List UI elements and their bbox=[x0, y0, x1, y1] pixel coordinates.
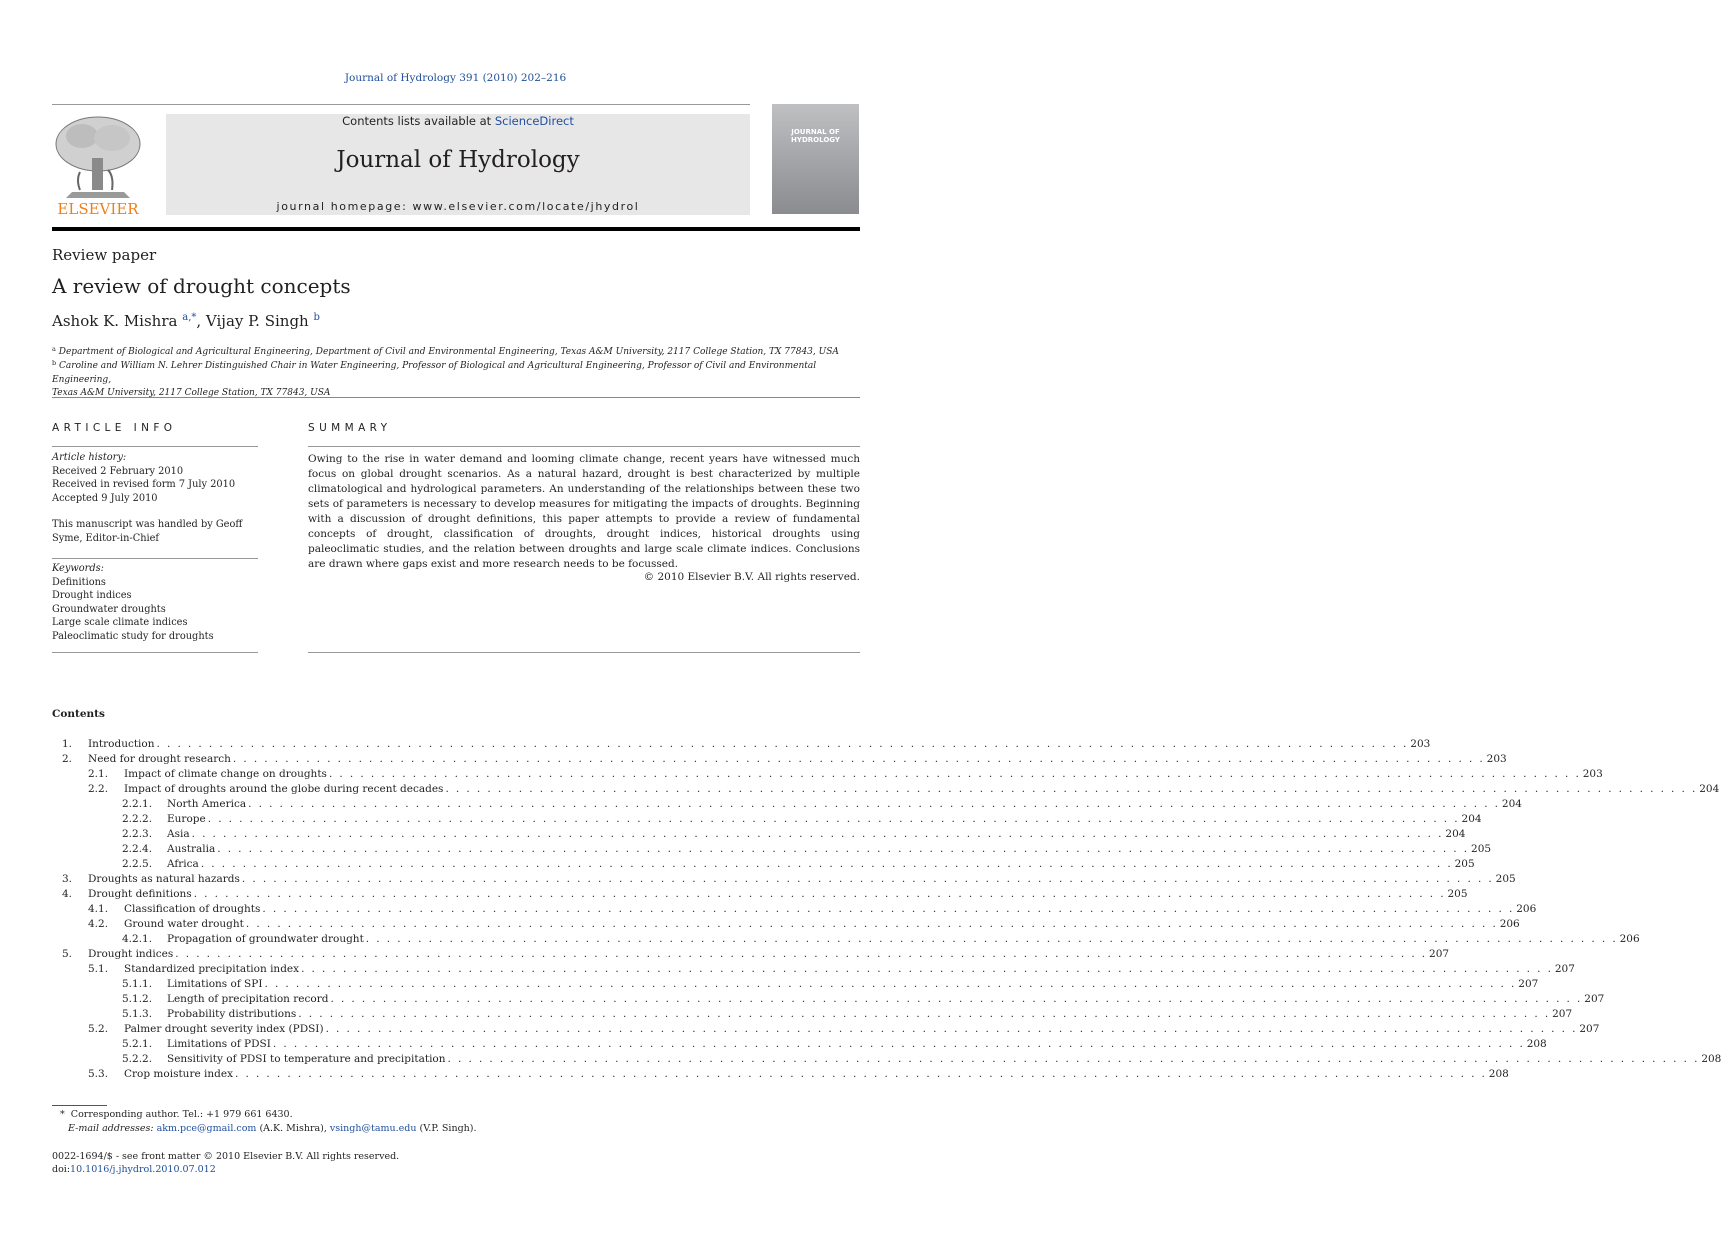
toc-entry[interactable] bbox=[62, 872, 1516, 887]
keyword: Large scale climate indices bbox=[52, 617, 188, 628]
toc-leader: . . . . . . . . . . . . . . . . . . . . . . . . . . . . . . . . . . . . . . . . . . . . . . . . . . . . . . . . . . . . . . . . . . . . . . . . . . . . . . . . . . . . . . . . . . . . . . . . . . . . . . . . . . . . . . . . . . . . . . . . bbox=[207, 813, 1460, 825]
toc-title: Classification of droughts bbox=[124, 903, 261, 915]
toc-entry[interactable] bbox=[62, 752, 1507, 767]
toc-entry[interactable] bbox=[122, 857, 1475, 872]
toc-entry[interactable] bbox=[122, 932, 1640, 947]
toc-title: Palmer drought severity index (PDSI) bbox=[124, 1023, 324, 1035]
toc-title: Length of precipitation record bbox=[167, 993, 329, 1005]
toc-leader: . . . . . . . . . . . . . . . . . . . . . . . . . . . . . . . . . . . . . . . . . . . . . . . . . . . . . . . . . . . . . . . . . . . . . . . . . . . . . . . . . . . . . . . . . . . . . . . . . . . . . . . . . . . . . . . . . . . . . . . . bbox=[365, 933, 1618, 945]
toc-leader: . . . . . . . . . . . . . . . . . . . . . . . . . . . . . . . . . . . . . . . . . . . . . . . . . . . . . . . . . . . . . . . . . . . . . . . . . . . . . . . . . . . . . . . . . . . . . . . . . . . . . . . . . . . . . . . . . . . . . . . . bbox=[248, 798, 1500, 810]
editor-note-line: Syme, Editor-in-Chief bbox=[52, 532, 160, 544]
doi-line bbox=[52, 1163, 216, 1177]
affiliation-label: a bbox=[52, 345, 56, 353]
toc-number: 5.2.1. bbox=[122, 1038, 153, 1050]
journal-name: Journal of Hydrology bbox=[336, 147, 580, 173]
toc-leader: . . . . . . . . . . . . . . . . . . . . . . . . . . . . . . . . . . . . . . . . . . . . . . . . . . . . . . . . . . . . . . . . . . . . . . . . . . . . . . . . . . . . . . . . . . . . . . . . . . . . . . . . . . . . . . . . . . . . . . . . bbox=[447, 1053, 1700, 1065]
toc-leader: . . . . . . . . . . . . . . . . . . . . . . . . . . . . . . . . . . . . . . . . . . . . . . . . . . . . . . . . . . . . . . . . . . . . . . . . . . . . . . . . . . . . . . . . . . . . . . . . . . . . . . . . . . . . . . . . . . . . . . . . bbox=[262, 903, 1515, 915]
editor-note bbox=[52, 518, 258, 545]
toc-title: Drought indices bbox=[88, 948, 174, 960]
toc-number: 2.2.4. bbox=[122, 843, 153, 855]
toc-leader: . . . . . . . . . . . . . . . . . . . . . . . . . . . . . . . . . . . . . . . . . . . . . . . . . . . . . . . . . . . . . . . . . . . . . . . . . . . . . . . . . . . . . . . . . . . . . . . . . . . . . . . . . . . . . . . . . . . . . . . . bbox=[232, 753, 1485, 765]
keyword: Definitions bbox=[52, 576, 106, 588]
toc-title: Asia bbox=[167, 828, 190, 840]
toc-entry[interactable] bbox=[88, 767, 1603, 782]
toc-title: North America bbox=[167, 798, 247, 810]
toc-number: 5.1.1. bbox=[122, 978, 153, 990]
toc-number: 5.2.2. bbox=[122, 1053, 153, 1065]
toc-title: Impact of climate change on droughts bbox=[124, 768, 327, 780]
toc-title: Australia bbox=[167, 843, 216, 855]
toc-page: 205 bbox=[1471, 843, 1492, 855]
toc-number: 2.2.1. bbox=[122, 798, 153, 810]
affiliation-text: Department of Biological and Agricultural Engineering, Department of Civil and Environmental Engineering, Texas A&M University, 2117 College Station, TX 77843, USA bbox=[58, 347, 839, 357]
contents-prefix: Contents lists available at bbox=[342, 114, 495, 128]
accepted-date: Accepted 9 July 2010 bbox=[52, 492, 158, 504]
toc-page: 207 bbox=[1584, 993, 1605, 1005]
elsevier-tree-icon bbox=[52, 114, 144, 216]
toc-leader: . . . . . . . . . . . . . . . . . . . . . . . . . . . . . . . . . . . . . . . . . . . . . . . . . . . . . . . . . . . . . . . . . . . . . . . . . . . . . . . . . . . . . . . . . . . . . . . . . . . . . . . . . . . . . . . . . . . . . . . . bbox=[191, 828, 1444, 840]
toc-page: 207 bbox=[1429, 948, 1450, 960]
toc-number: 5.1. bbox=[88, 963, 109, 975]
summary-heading: SUMMARY bbox=[308, 422, 392, 434]
contents-title: Contents bbox=[52, 708, 105, 720]
toc-title: Droughts as natural hazards bbox=[88, 873, 240, 885]
toc-entry[interactable] bbox=[122, 992, 1605, 1007]
toc-title: Ground water drought bbox=[124, 918, 244, 930]
header-rule bbox=[52, 104, 750, 105]
toc-number: 5.1.2. bbox=[122, 993, 153, 1005]
toc-leader: . . . . . . . . . . . . . . . . . . . . . . . . . . . . . . . . . . . . . . . . . . . . . . . . . . . . . . . . . . . . . . . . . . . . . . . . . . . . . . . . . . . . . . . . . . . . . . . . . . . . . . . . . . . . . . . . . . . . . . . . bbox=[156, 738, 1409, 750]
toc-entry[interactable] bbox=[88, 962, 1575, 977]
toc-title: Crop moisture index bbox=[124, 1068, 233, 1080]
issn-line: 0022-1694/$ - see front matter © 2010 Elsevier B.V. All rights reserved. bbox=[52, 1151, 400, 1162]
toc-page: 203 bbox=[1410, 738, 1431, 750]
toc-page: 204 bbox=[1461, 813, 1482, 825]
email-label: E-mail addresses: bbox=[68, 1123, 157, 1134]
toc-leader: . . . . . . . . . . . . . . . . . . . . . . . . . . . . . . . . . . . . . . . . . . . . . . . . . . . . . . . . . . . . . . . . . . . . . . . . . . . . . . . . . . . . . . . . . . . . . . . . . . . . . . . . . . . . . . . . . . . . . . . . bbox=[298, 1008, 1551, 1020]
toc-leader: . . . . . . . . . . . . . . . . . . . . . . . . . . . . . . . . . . . . . . . . . . . . . . . . . . . . . . . . . . . . . . . . . . . . . . . . . . . . . . . . . . . . . . . . . . . . . . . . . . . . . . . . . . . . . . . . . . . . . . . . bbox=[328, 768, 1581, 780]
revised-date: Received in revised form 7 July 2010 bbox=[52, 479, 236, 490]
toc-number: 2.2. bbox=[88, 783, 109, 795]
keyword: Drought indices bbox=[52, 590, 132, 601]
toc-page: 203 bbox=[1582, 768, 1603, 780]
keywords-block bbox=[52, 562, 258, 643]
doi-label: doi: bbox=[52, 1164, 71, 1175]
toc-leader: . . . . . . . . . . . . . . . . . . . . . . . . . . . . . . . . . . . . . . . . . . . . . . . . . . . . . . . . . . . . . . . . . . . . . . . . . . . . . . . . . . . . . . . . . . . . . . . . . . . . . . . . . . . . . . . . . . . . . . . . bbox=[217, 843, 1470, 855]
summary-bottom-rule bbox=[308, 652, 860, 653]
toc-number: 3. bbox=[62, 873, 73, 885]
toc-page: 206 bbox=[1516, 903, 1537, 915]
toc-entry[interactable] bbox=[62, 947, 1450, 962]
toc-leader: . . . . . . . . . . . . . . . . . . . . . . . . . . . . . . . . . . . . . . . . . . . . . . . . . . . . . . . . . . . . . . . . . . . . . . . . . . . . . . . . . . . . . . . . . . . . . . . . . . . . . . . . . . . . . . . . . . . . . . . . bbox=[264, 978, 1517, 990]
toc-number: 1. bbox=[62, 738, 73, 750]
footnote-text: Corresponding author. Tel.: +1 979 661 6430. bbox=[70, 1109, 293, 1120]
toc-leader: . . . . . . . . . . . . . . . . . . . . . . . . . . . . . . . . . . . . . . . . . . . . . . . . . . . . . . . . . . . . . . . . . . . . . . . . . . . . . . . . . . . . . . . . . . . . . . . . . . . . . . . . . . . . . . . . . . . . . . . . bbox=[325, 1023, 1578, 1035]
toc-entry[interactable] bbox=[88, 902, 1537, 917]
toc-number: 2.1. bbox=[88, 768, 109, 780]
history-label: Article history: bbox=[52, 452, 127, 463]
toc-leader: . . . . . . . . . . . . . . . . . . . . . . . . . . . . . . . . . . . . . . . . . . . . . . . . . . . . . . . . . . . . . . . . . . . . . . . . . . . . . . . . . . . . . . . . . . . . . . . . . . . . . . . . . . . . . . . . . . . . . . . . bbox=[245, 918, 1498, 930]
email-owner: (V.P. Singh). bbox=[416, 1123, 477, 1134]
toc-page: 204 bbox=[1501, 798, 1522, 810]
toc-number: 4.2. bbox=[88, 918, 109, 930]
toc-title: Impact of droughts around the globe during recent decades bbox=[124, 783, 444, 795]
cover-title: JOURNAL OF HYDROLOGY bbox=[791, 128, 840, 144]
toc-entry[interactable] bbox=[122, 1007, 1573, 1022]
toc-title: Limitations of PDSI bbox=[167, 1038, 271, 1050]
affiliation-b bbox=[52, 357, 860, 401]
journal-homepage[interactable]: journal homepage: www.elsevier.com/locate/jhydrol bbox=[276, 200, 640, 213]
toc-number: 2.2.2. bbox=[122, 813, 153, 825]
toc-title: Propagation of groundwater drought bbox=[167, 933, 364, 945]
toc-number: 4.2.1. bbox=[122, 933, 153, 945]
toc-title: Need for drought research bbox=[88, 753, 231, 765]
affiliation-text: Caroline and William N. Lehrer Distinguished Chair in Water Engineering, Professor of Biological and Agricultural Engineering, Professor of Civil and Environmental Engineering, bbox=[52, 361, 817, 385]
toc-title: Limitations of SPI bbox=[167, 978, 263, 990]
toc-entry[interactable] bbox=[122, 1037, 1547, 1052]
toc-title: Standardized precipitation index bbox=[124, 963, 300, 975]
article-type: Review paper bbox=[52, 246, 157, 264]
toc-number: 4.1. bbox=[88, 903, 109, 915]
article-info-rule bbox=[52, 446, 258, 447]
affiliation-text: Texas A&M University, 2117 College Station, TX 77843, USA bbox=[52, 388, 331, 398]
keywords-rule bbox=[52, 558, 258, 559]
toc-title: Africa bbox=[167, 858, 199, 870]
email-note bbox=[68, 1122, 477, 1136]
info-bottom-rule bbox=[52, 652, 258, 653]
toc-entry[interactable] bbox=[62, 887, 1468, 902]
toc-entry[interactable] bbox=[62, 737, 1431, 752]
toc-page: 203 bbox=[1486, 753, 1507, 765]
toc-number: 4. bbox=[62, 888, 73, 900]
article-info-heading: ARTICLE INFO bbox=[52, 422, 177, 434]
toc-title: Introduction bbox=[88, 738, 155, 750]
email-link[interactable]: akm.pce@gmail.com bbox=[156, 1123, 257, 1134]
toc-number: 5. bbox=[62, 948, 73, 960]
toc-number: 5.2. bbox=[88, 1023, 109, 1035]
toc-entry[interactable] bbox=[88, 1067, 1509, 1082]
author-separator: , bbox=[196, 312, 206, 330]
doi-link[interactable]: 10.1016/j.jhydrol.2010.07.012 bbox=[70, 1164, 216, 1175]
toc-number: 2.2.3. bbox=[122, 828, 153, 840]
toc-page: 207 bbox=[1554, 963, 1575, 975]
toc-entry[interactable] bbox=[122, 812, 1482, 827]
toc-title: Sensitivity of PDSI to temperature and precipitation bbox=[167, 1053, 446, 1065]
toc-page: 204 bbox=[1699, 783, 1720, 795]
elsevier-logo bbox=[52, 114, 144, 216]
toc-entry[interactable] bbox=[122, 842, 1492, 857]
email-link[interactable]: vsingh@tamu.edu bbox=[329, 1123, 417, 1134]
toc-leader: . . . . . . . . . . . . . . . . . . . . . . . . . . . . . . . . . . . . . . . . . . . . . . . . . . . . . . . . . . . . . . . . . . . . . . . . . . . . . . . . . . . . . . . . . . . . . . . . . . . . . . . . . . . . . . . . . . . . . . . . bbox=[235, 1068, 1487, 1080]
toc-leader: . . . . . . . . . . . . . . . . . . . . . . . . . . . . . . . . . . . . . . . . . . . . . . . . . . . . . . . . . . . . . . . . . . . . . . . . . . . . . . . . . . . . . . . . . . . . . . . . . . . . . . . . . . . . . . . . . . . . . . . . bbox=[272, 1038, 1525, 1050]
toc-page: 208 bbox=[1526, 1038, 1547, 1050]
toc-leader: . . . . . . . . . . . . . . . . . . . . . . . . . . . . . . . . . . . . . . . . . . . . . . . . . . . . . . . . . . . . . . . . . . . . . . . . . . . . . . . . . . . . . . . . . . . . . . . . . . . . . . . . . . . . . . . . . . . . . . . . bbox=[301, 963, 1553, 975]
section-rule bbox=[52, 397, 860, 398]
toc-leader: . . . . . . . . . . . . . . . . . . . . . . . . . . . . . . . . . . . . . . . . . . . . . . . . . . . . . . . . . . . . . . . . . . . . . . . . . . . . . . . . . . . . . . . . . . . . . . . . . . . . . . . . . . . . . . . . . . . . . . . . bbox=[241, 873, 1494, 885]
keyword: Groundwater droughts bbox=[52, 603, 166, 615]
toc-page: 206 bbox=[1499, 918, 1520, 930]
author-list bbox=[52, 312, 320, 330]
author-affiliation-mark[interactable]: b bbox=[313, 312, 320, 323]
email-owner: (A.K. Mishra), bbox=[256, 1123, 330, 1134]
article-title: A review of drought concepts bbox=[52, 274, 351, 298]
toc-leader: . . . . . . . . . . . . . . . . . . . . . . . . . . . . . . . . . . . . . . . . . . . . . . . . . . . . . . . . . . . . . . . . . . . . . . . . . . . . . . . . . . . . . . . . . . . . . . . . . . . . . . . . . . . . . . . . . . . . . . . . bbox=[175, 948, 1428, 960]
author-name[interactable]: Ashok K. Mishra bbox=[52, 312, 178, 330]
toc-page: 206 bbox=[1619, 933, 1640, 945]
toc-page: 205 bbox=[1495, 873, 1516, 885]
toc-number: 5.3. bbox=[88, 1068, 109, 1080]
toc-title: Probability distributions bbox=[167, 1008, 297, 1020]
contents-availability bbox=[166, 114, 750, 128]
publisher-name: ELSEVIER bbox=[57, 200, 139, 218]
footnote-star: * bbox=[60, 1109, 65, 1120]
toc-number: 2. bbox=[62, 753, 73, 765]
summary-text: Owing to the rise in water demand and looming climate change, recent years have witnessed much focus on global drought scenarios. As a natural hazard, drought is best characterized by multiple climatological and hydrological parameters. An understanding of the relationships between these two sets of parameters is necessary to develop measures for mitigating the impacts of droughts. Beginning with a discussion of drought definitions, this paper attempts to provide a review of fundamental concepts of drought, classification of droughts, drought indices, historical droughts using paleoclimatic studies, and the relation between droughts and large scale climate indices. Conclusions are drawn where gaps exist and more research needs to be focussed. bbox=[308, 453, 860, 570]
toc-page: 207 bbox=[1552, 1008, 1573, 1020]
toc-page: 207 bbox=[1579, 1023, 1600, 1035]
toc-page: 205 bbox=[1447, 888, 1468, 900]
affiliation-label: b bbox=[52, 359, 57, 367]
toc-entry[interactable] bbox=[122, 1052, 1721, 1067]
toc-page: 208 bbox=[1701, 1053, 1721, 1065]
toc-entry[interactable] bbox=[88, 1022, 1600, 1037]
author-affiliation-mark[interactable]: a,* bbox=[182, 312, 197, 323]
editor-note-line: This manuscript was handled by Geoff bbox=[52, 519, 243, 530]
article-history bbox=[52, 451, 258, 505]
keyword: Paleoclimatic study for droughts bbox=[52, 630, 214, 642]
toc-entry[interactable] bbox=[88, 917, 1520, 932]
toc-title: Europe bbox=[167, 813, 206, 825]
summary-rule bbox=[308, 446, 860, 447]
sciencedirect-link[interactable]: ScienceDirect bbox=[494, 114, 574, 128]
toc-entry[interactable] bbox=[122, 977, 1539, 992]
toc-title: Drought definitions bbox=[88, 888, 192, 900]
author-name[interactable]: Vijay P. Singh bbox=[205, 312, 309, 330]
toc-page: 204 bbox=[1445, 828, 1466, 840]
toc-leader: . . . . . . . . . . . . . . . . . . . . . . . . . . . . . . . . . . . . . . . . . . . . . . . . . . . . . . . . . . . . . . . . . . . . . . . . . . . . . . . . . . . . . . . . . . . . . . . . . . . . . . . . . . . . . . . . . . . . . . . . bbox=[200, 858, 1453, 870]
footnote-rule bbox=[52, 1105, 107, 1106]
journal-cover-thumbnail[interactable] bbox=[772, 104, 859, 214]
toc-page: 205 bbox=[1454, 858, 1475, 870]
received-date: Received 2 February 2010 bbox=[52, 465, 184, 477]
toc-entry[interactable] bbox=[122, 827, 1466, 842]
toc-number: 2.2.5. bbox=[122, 858, 153, 870]
toc-page: 208 bbox=[1488, 1068, 1509, 1080]
toc-leader: . . . . . . . . . . . . . . . . . . . . . . . . . . . . . . . . . . . . . . . . . . . . . . . . . . . . . . . . . . . . . . . . . . . . . . . . . . . . . . . . . . . . . . . . . . . . . . . . . . . . . . . . . . . . . . . . . . . . . . . . bbox=[445, 783, 1698, 795]
journal-citation[interactable]: Journal of Hydrology 391 (2010) 202–216 bbox=[344, 72, 567, 84]
copyright: © 2010 Elsevier B.V. All rights reserved. bbox=[643, 571, 860, 583]
toc-leader: . . . . . . . . . . . . . . . . . . . . . . . . . . . . . . . . . . . . . . . . . . . . . . . . . . . . . . . . . . . . . . . . . . . . . . . . . . . . . . . . . . . . . . . . . . . . . . . . . . . . . . . . . . . . . . . . . . . . . . . . bbox=[193, 888, 1446, 900]
toc-entry[interactable] bbox=[88, 782, 1720, 797]
keywords-label: Keywords: bbox=[52, 563, 104, 574]
header-bar bbox=[52, 227, 860, 231]
toc-leader: . . . . . . . . . . . . . . . . . . . . . . . . . . . . . . . . . . . . . . . . . . . . . . . . . . . . . . . . . . . . . . . . . . . . . . . . . . . . . . . . . . . . . . . . . . . . . . . . . . . . . . . . . . . . . . . . . . . . . . . . bbox=[330, 993, 1583, 1005]
toc-number: 5.1.3. bbox=[122, 1008, 153, 1020]
toc-entry[interactable] bbox=[122, 797, 1522, 812]
toc-page: 207 bbox=[1518, 978, 1539, 990]
corresponding-author-note bbox=[60, 1108, 293, 1122]
